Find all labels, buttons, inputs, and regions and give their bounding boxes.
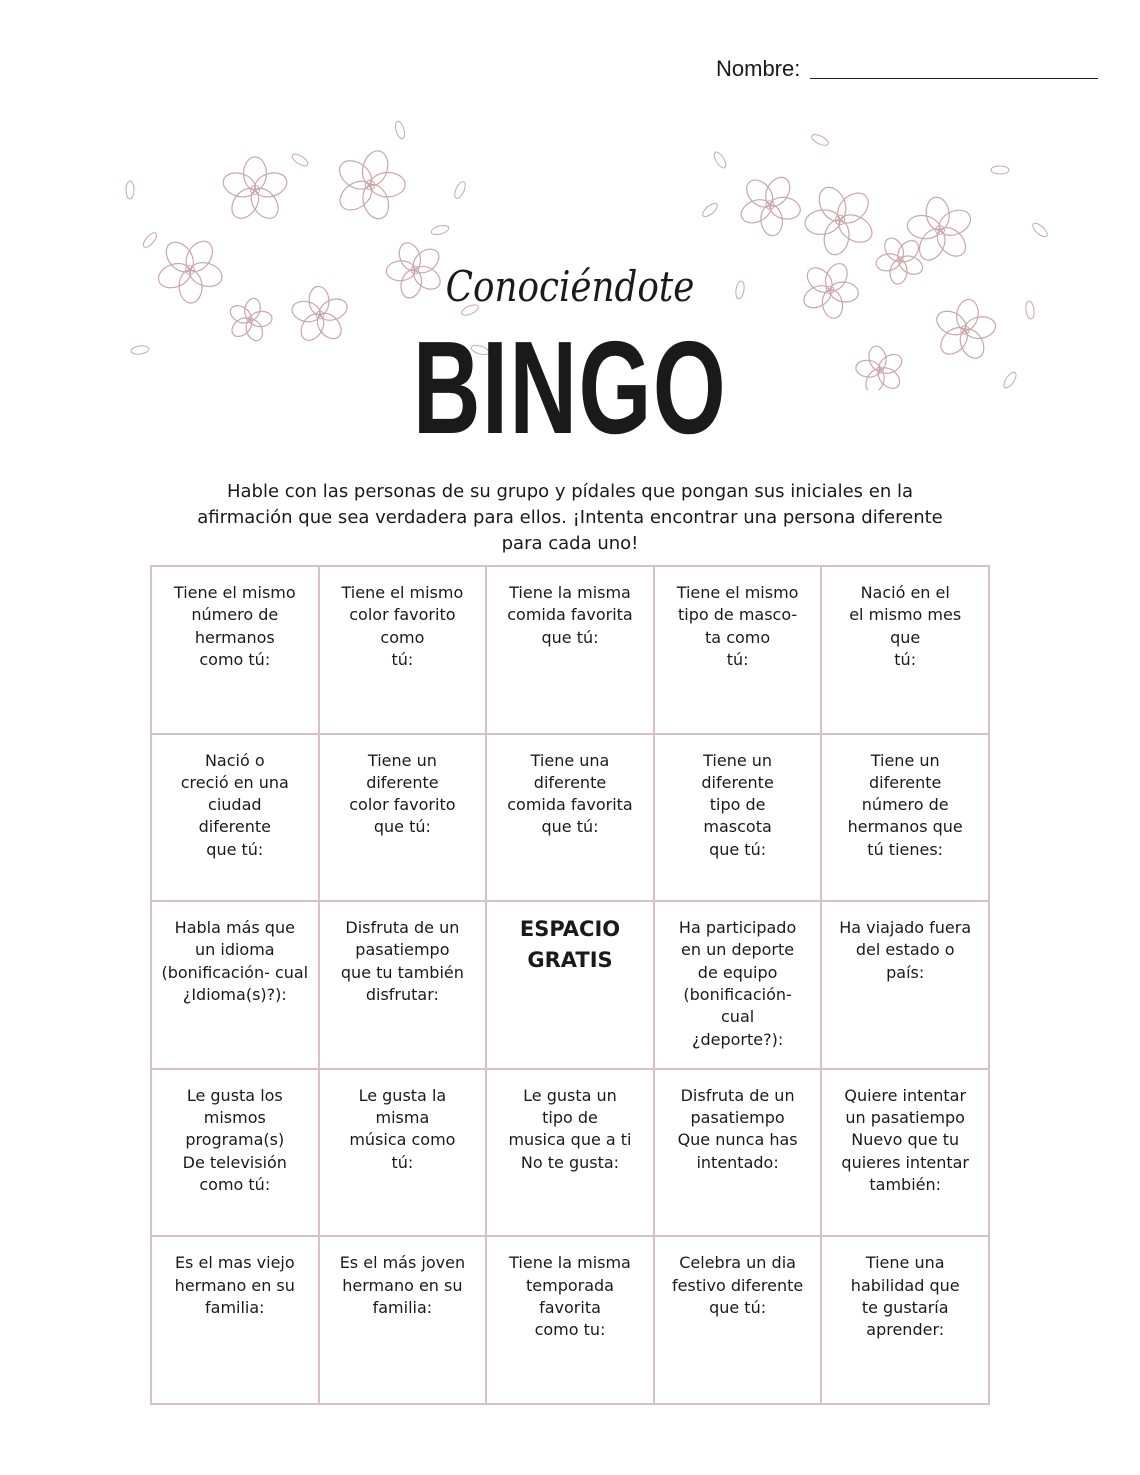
petal-icon <box>453 180 468 200</box>
name-field[interactable] <box>810 78 1098 79</box>
petal-icon <box>290 152 309 169</box>
petal-icon <box>701 201 720 219</box>
bingo-cell[interactable]: Tiene el mismo tipo de masco- ta como tú: <box>654 566 822 734</box>
bingo-cell[interactable]: Tiene la misma comida favorita que tú: <box>486 566 654 734</box>
bingo-grid <box>150 565 990 1405</box>
bingo-cell[interactable]: Tiene una habilidad que te gustaría aprender: <box>821 1236 989 1404</box>
bingo-cell[interactable]: Le gusta la misma música como tú: <box>319 1069 487 1237</box>
bingo-cell[interactable]: Tiene un diferente número de hermanos que tú tienes: <box>821 734 989 902</box>
bingo-cell[interactable]: Celebra un dia festivo diferente que tú: <box>654 1236 822 1404</box>
bingo-cell[interactable]: Ha participado en un deporte de equipo (bonificación- cual ¿deporte?): <box>654 901 822 1069</box>
bingo-cell[interactable]: Ha viajado fuera del estado o país: <box>821 901 989 1069</box>
name-label: Nombre: <box>716 56 801 81</box>
petal-icon <box>1031 221 1050 239</box>
petal-icon <box>712 150 728 170</box>
flower-icon <box>804 183 877 257</box>
bingo-cell[interactable]: Tiene el mismo color favorito como tú: <box>319 566 487 734</box>
petal-icon <box>131 345 150 355</box>
petal-icon <box>1002 370 1019 389</box>
subtitle: Conociéndote <box>445 262 695 311</box>
petal-icon <box>126 181 134 199</box>
petal-icon <box>810 132 830 147</box>
page-title: BINGO <box>412 314 728 461</box>
bingo-cell[interactable]: Tiene una diferente comida favorita que tú: <box>486 734 654 902</box>
bingo-cell[interactable]: Habla más que un idioma (bonificación- cual ¿Idioma(s)?): <box>151 901 319 1069</box>
bingo-cell[interactable]: Es el más joven hermano en su familia: <box>319 1236 487 1404</box>
bingo-cell[interactable]: Tiene el mismo número de hermanos como tú: <box>151 566 319 734</box>
bingo-cell[interactable]: Nació o creció en una ciudad diferente que tú: <box>151 734 319 902</box>
bingo-cell[interactable]: Es el mas viejo hermano en su familia: <box>151 1236 319 1404</box>
flower-icon <box>738 173 803 237</box>
bingo-cell[interactable]: Le gusta un tipo de musica que a ti No te gusta: <box>486 1069 654 1237</box>
petal-icon <box>141 231 159 250</box>
instructions: Hable con las personas de su grupo y pídales que pongan sus iniciales en la afirmación que sea verdadera para ellos. ¡Intenta encontrar una persona diferente para cada uno! <box>197 481 943 554</box>
bingo-cell[interactable]: Tiene la misma temporada favorita como tu: <box>486 1236 654 1404</box>
petal-icon <box>394 120 407 140</box>
bingo-cell-free[interactable]: ESPACIO GRATIS <box>486 901 654 1069</box>
bingo-cell[interactable]: Tiene un diferente tipo de mascota que tú: <box>654 734 822 902</box>
bingo-cell[interactable]: Tiene un diferente color favorito que tú: <box>319 734 487 902</box>
bingo-cell[interactable]: Nació en el el mismo mes que tú: <box>821 566 989 734</box>
petal-icon <box>991 166 1009 174</box>
bingo-cell[interactable]: Quiere intentar un pasatiempo Nuevo que tu quieres intentar también: <box>821 1069 989 1237</box>
petal-icon <box>430 224 449 236</box>
flower-icon <box>334 148 405 222</box>
bingo-cell[interactable]: Disfruta de un pasatiempo que tu también disfrutar: <box>319 901 487 1069</box>
flower-icon <box>220 157 290 223</box>
bingo-cell[interactable]: Le gusta los mismos programa(s) De televisión como tú: <box>151 1069 319 1237</box>
bingo-cell[interactable]: Disfruta de un pasatiempo Que nunca has intentado: <box>654 1069 822 1237</box>
